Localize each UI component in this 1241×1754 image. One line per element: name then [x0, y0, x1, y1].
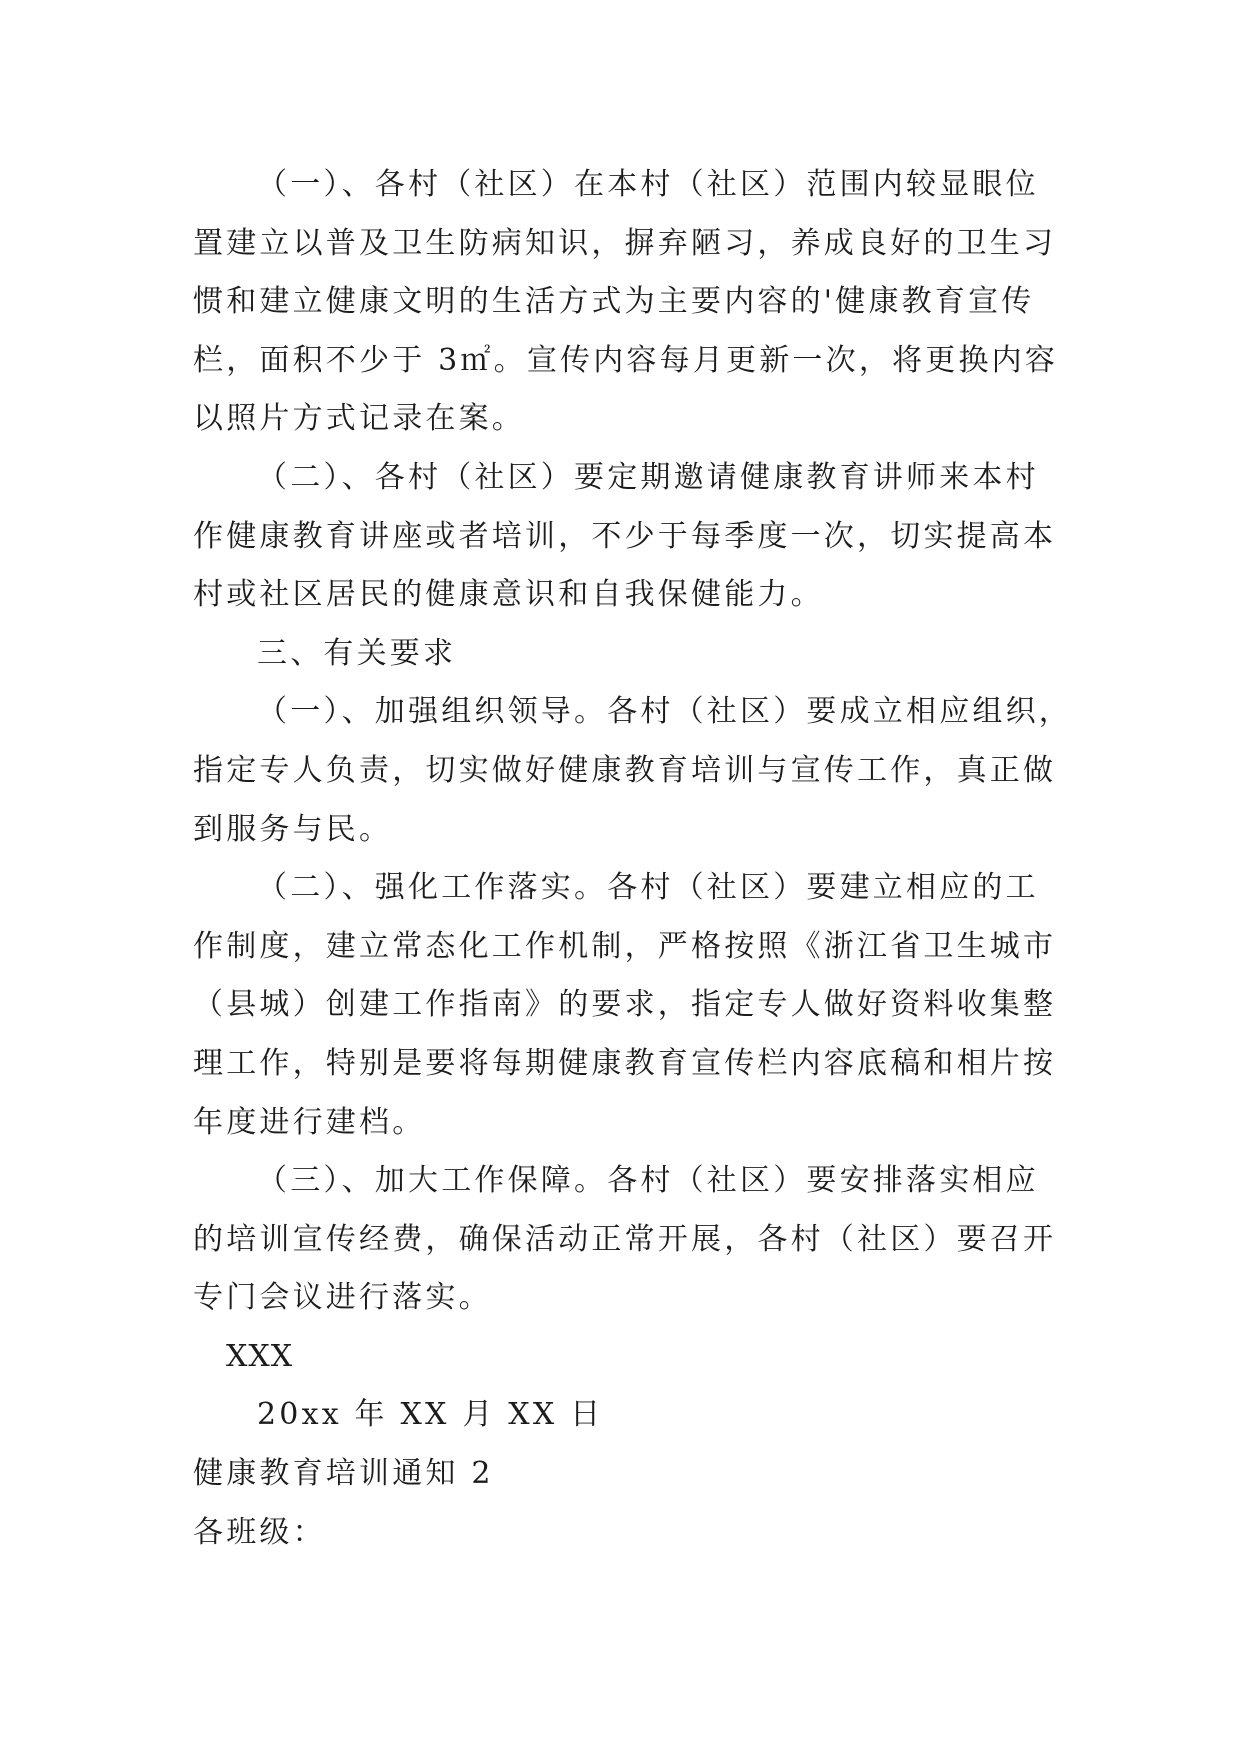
paragraph-line: 作制度，建立常态化工作机制，严格按照《浙江省卫生城市 [193, 928, 1057, 964]
paragraph-line: （一）、加强组织领导。各村（社区）要成立相应组织， [257, 694, 1072, 730]
paragraph [193, 156, 1193, 449]
paragraph-line: 置建立以普及卫生防病知识，摒弃陋习，养成良好的卫生习 [193, 225, 1057, 261]
paragraph [193, 449, 1193, 625]
paragraph-line: （二）、强化工作落实。各村（社区）要建立相应的工 [257, 870, 1039, 906]
paragraph-line: 指定专人负责，切实做好健康教育培训与宣传工作，真正做 [193, 752, 1057, 788]
requirement-paragraph [193, 859, 1193, 1152]
paragraph-line: 年度进行建档。 [193, 1104, 426, 1140]
signature-date: 20xx 年 XX 月 XX 日 [257, 1397, 604, 1433]
paragraph-line: （三）、加大工作保障。各村（社区）要安排落实相应 [257, 1163, 1039, 1199]
paragraph-line: 作健康教育讲座或者培训，不少于每季度一次，切实提高本 [193, 518, 1057, 554]
document-body [193, 156, 1193, 1562]
signature-name: XXX [226, 1338, 294, 1374]
paragraph-line: 村或社区居民的健康意识和自我保健能力。 [193, 577, 824, 613]
requirement-paragraph [193, 1152, 1193, 1328]
paragraph-line: （二）、各村（社区）要定期邀请健康教育讲师来本村 [257, 459, 1039, 495]
paragraph-line: 专门会议进行落实。 [193, 1280, 492, 1316]
paragraph-line: （一）、各村（社区）在本村（社区）范围内较显眼位 [257, 167, 1039, 202]
paragraph-line: 理工作，特别是要将每期健康教育宣传栏内容底稿和相片按 [193, 1045, 1057, 1081]
paragraph-line: 栏，面积不少于 3㎡。宣传内容每月更新一次，将更换内容 [193, 342, 1059, 378]
paragraph-line: 到服务与民。 [193, 811, 393, 847]
paragraph-line: （县城）创建工作指南》的要求，指定专人做好资料收集整 [193, 987, 1057, 1023]
paragraph-line: 惯和建立健康文明的生活方式为主要内容的'健康教育宣传 [193, 284, 1035, 320]
requirement-paragraph [193, 683, 1193, 859]
paragraph-line: 的培训宣传经费，确保活动正常开展，各村（社区）要召开 [193, 1221, 1057, 1257]
paragraph-line: 以照片方式记录在案。 [193, 401, 525, 437]
section-heading: 三、有关要求 [257, 635, 457, 671]
salutation: 各班级： [193, 1514, 326, 1550]
next-document-title: 健康教育培训通知 2 [193, 1456, 494, 1492]
